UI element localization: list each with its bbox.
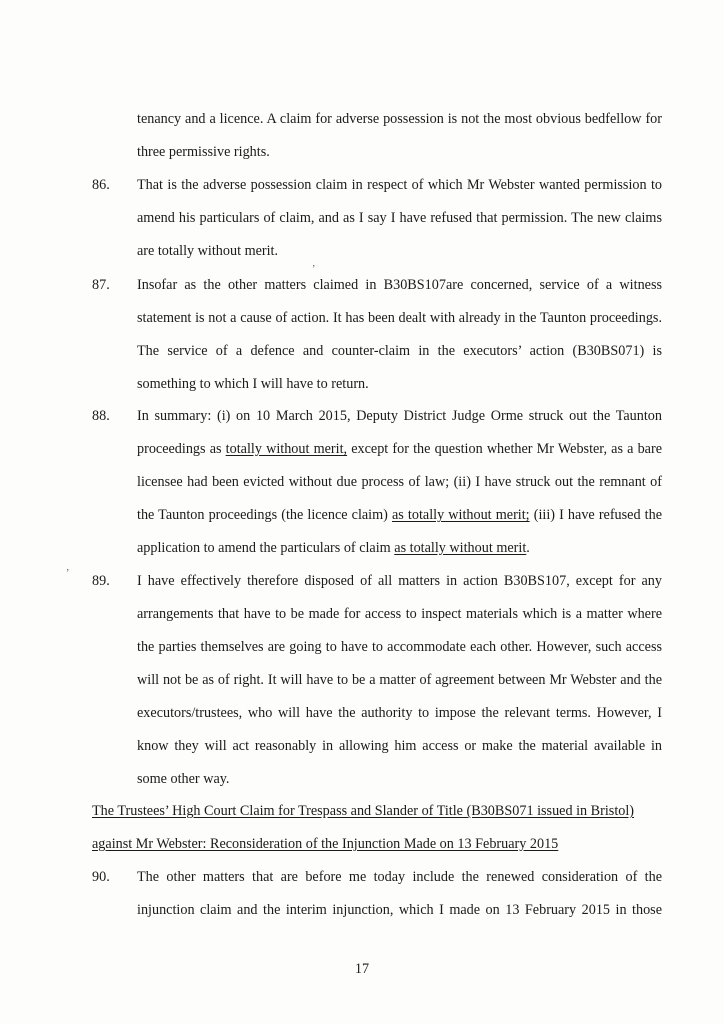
text-line: The service of a defence and counter-claim in the executors’ action (B30BS071) is — [137, 343, 662, 359]
text-run: proceedings as — [137, 441, 226, 457]
text-line: I have effectively therefore disposed of all matters in action B30BS107, except for any — [137, 573, 662, 589]
text-line: know they will act reasonably in allowing him access or make the material available in — [137, 738, 662, 754]
text-line: something to which I will have to return. — [137, 376, 369, 392]
text-line: Insofar as the other matters claimed in B30BS107are concerned, service of a witness — [137, 277, 662, 293]
text-line: amend his particulars of claim, and as I say I have refused that permission. The new claims — [137, 210, 662, 226]
section-heading: The Trustees’ High Court Claim for Trespass and Slander of Title (B30BS071 issued in Bristol) — [92, 803, 635, 819]
underlined-phrase: as totally without merit; — [392, 507, 530, 523]
text-line: statement is not a cause of action. It has been dealt with already in the Taunton proceedings. — [137, 310, 662, 326]
page-number: 17 — [354, 961, 370, 977]
section-heading: against Mr Webster: Reconsideration of the Injunction Made on 13 February 2015 — [92, 836, 559, 852]
text-line: licensee had been evicted without due process of law; (ii) I have struck out the remnant of — [137, 474, 662, 490]
text-run: application to amend the particulars of claim — [137, 540, 395, 556]
text-line: are totally without merit. — [137, 243, 279, 259]
text-line: In summary: (i) on 10 March 2015, Deputy District Judge Orme struck out the Taunton — [137, 408, 662, 424]
paragraph-number: 86. — [92, 177, 110, 193]
stray-mark: ʼ — [66, 568, 70, 579]
text-line: arrangements that have to be made for access to inspect materials which is a matter where — [137, 606, 662, 622]
text-line: executors/trustees, who will have the authority to impose the relevant terms. However, I — [137, 705, 662, 721]
text-line: tenancy and a licence. A claim for adverse possession is not the most obvious bedfellow for — [137, 111, 662, 127]
underlined-phrase: totally without merit, — [225, 441, 348, 457]
paragraph-number: 87. — [92, 277, 110, 293]
text-line — [137, 506, 662, 524]
text-run: except for the question whether Mr Webster, as a bare — [347, 441, 662, 457]
text-line: some other way. — [137, 771, 230, 787]
text-line: the parties themselves are going to have to accommodate each other. However, such access — [137, 639, 662, 655]
paragraph-number: 89. — [92, 573, 110, 589]
stray-mark: ʼ — [312, 264, 316, 275]
text-run: . — [526, 540, 530, 556]
text-run: the Taunton proceedings (the licence claim) — [137, 507, 392, 523]
text-line — [137, 440, 662, 458]
text-line: That is the adverse possession claim in respect of which Mr Webster wanted permission to — [137, 177, 662, 193]
text-line: injunction claim and the interim injunction, which I made on 13 February 2015 in those — [137, 902, 662, 918]
paragraph-number: 88. — [92, 408, 110, 424]
text-line: The other matters that are before me today include the renewed consideration of the — [137, 869, 662, 885]
text-line: three permissive rights. — [137, 144, 270, 160]
paragraph-number: 90. — [92, 869, 110, 885]
text-line — [137, 539, 530, 557]
underlined-phrase: as totally without merit — [394, 540, 527, 556]
text-line: will not be as of right. It will have to be a matter of agreement between Mr Webster and the — [137, 672, 662, 688]
text-run: (iii) I have refused the — [529, 507, 662, 523]
